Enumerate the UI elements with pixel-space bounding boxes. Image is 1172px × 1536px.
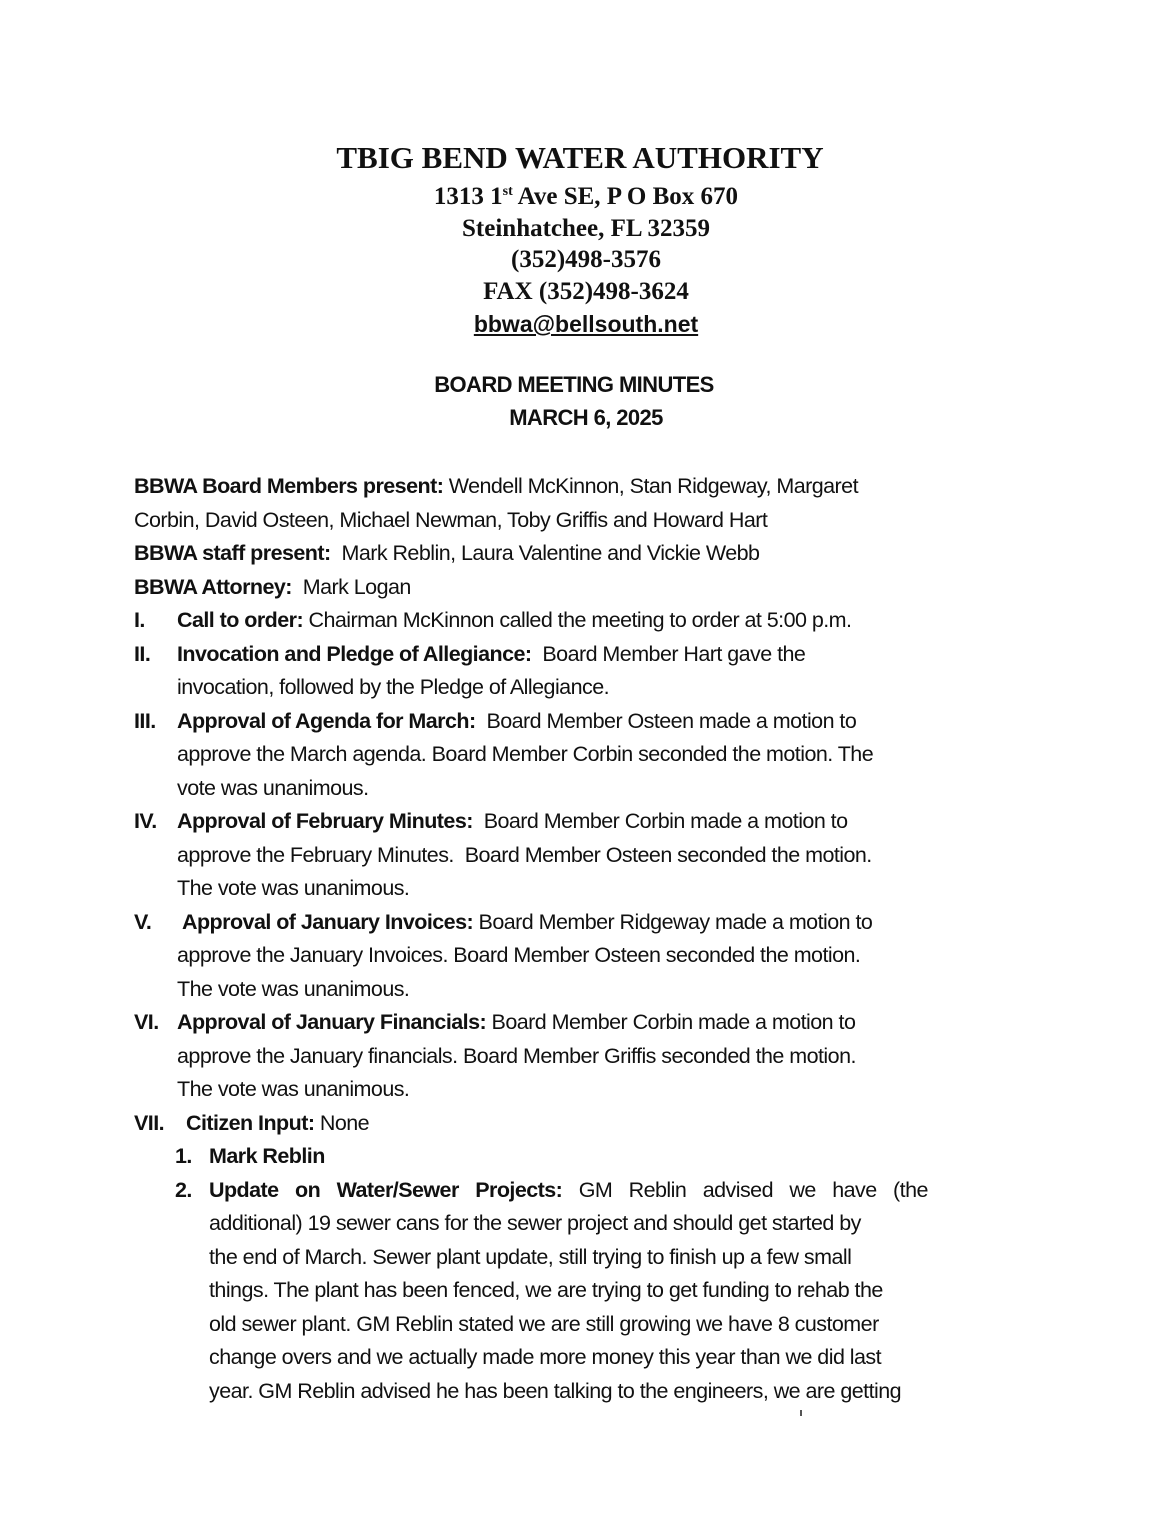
subitem-first-line <box>134 1174 1014 1208</box>
agenda-item-line <box>134 839 1014 873</box>
board-members-line: BBWA Board Members present: Wendell McKinnon, Stan Ridgeway, Margaret <box>134 474 858 498</box>
item-number: III. <box>134 708 156 733</box>
agenda-item-line <box>134 1073 1014 1107</box>
item-label: Invocation and Pledge of Allegiance: <box>177 641 532 666</box>
agenda-item-line <box>134 1040 1014 1074</box>
agenda-item <box>134 638 1014 705</box>
scan-mark <box>800 1410 802 1416</box>
item-label: Approval of February Minutes: <box>177 809 473 833</box>
subitem-line: change overs and we actually made more money this year than we did last <box>209 1345 882 1369</box>
agenda-subitems <box>134 1140 1014 1408</box>
item-text: The vote was unanimous. <box>177 876 410 900</box>
agenda-item-line <box>134 872 1014 906</box>
staff-line: BBWA staff present: Mark Reblin, Laura Valentine and Vickie Webb <box>134 541 760 565</box>
agenda-items <box>134 604 1014 1140</box>
item-number: VI. <box>134 1010 159 1034</box>
subitem-label: Mark Reblin <box>209 1144 325 1168</box>
subitem-first-line <box>134 1140 1014 1174</box>
organization-name: TBIG BEND WATER AUTHORITY <box>336 140 824 175</box>
agenda-item <box>134 906 1014 1007</box>
subitem-line: old sewer plant. GM Reblin stated we are still growing we have 8 customer <box>209 1311 879 1336</box>
agenda-item <box>134 1107 1014 1141</box>
email-link[interactable]: bbwa@bellsouth.net <box>473 311 699 337</box>
item-number: IV. <box>134 809 157 833</box>
item-text: Board Member Ridgeway made a motion to <box>473 909 873 934</box>
item-number: I. <box>134 608 145 632</box>
item-text: approve the February Minutes. Board Member Osteen seconded the motion. <box>177 842 872 867</box>
item-text: The vote was unanimous. <box>177 1077 410 1101</box>
agenda-item-first-line <box>134 705 1014 739</box>
item-text: Board Member Hart gave the <box>531 641 806 666</box>
agenda-item-first-line <box>134 906 1014 940</box>
item-label: Approval of January Financials: <box>177 1010 487 1034</box>
item-label: Citizen Input: <box>186 1110 315 1135</box>
agenda-item-first-line <box>134 604 1014 638</box>
meeting-date: MARCH 6, 2025 <box>509 405 663 430</box>
item-text: approve the January Invoices. Board Member Osteen seconded the motion. <box>177 943 861 967</box>
subitem-line: things. The plant has been fenced, we are trying to get funding to rehab the <box>209 1278 883 1302</box>
subitem-number: 1. <box>175 1144 192 1168</box>
item-number: V. <box>134 909 152 934</box>
agenda-subitem <box>134 1174 1014 1409</box>
item-text: invocation, followed by the Pledge of Allegiance. <box>177 675 610 699</box>
document-title: BOARD MEETING MINUTES <box>434 372 714 397</box>
item-text: None <box>314 1110 370 1135</box>
agenda-item <box>134 705 1014 806</box>
board-members-continued: Corbin, David Osteen, Michael Newman, Toby Griffis and Howard Hart <box>134 507 768 532</box>
item-text: Chairman McKinnon called the meeting to order at 5:00 p.m. <box>303 608 852 632</box>
phone-line: (352)498-3576 <box>511 246 661 273</box>
agenda-item-first-line <box>134 638 1014 672</box>
agenda-item <box>134 604 1014 638</box>
agenda-item-line <box>134 772 1014 806</box>
attorney-line: BBWA Attorney: Mark Logan <box>134 574 411 599</box>
city-line: Steinhatchee, FL 32359 <box>462 214 710 242</box>
item-text: approve the March agenda. Board Member Corbin seconded the motion. The <box>177 742 874 766</box>
agenda-item-first-line <box>134 805 1014 839</box>
agenda-item-line <box>134 939 1014 973</box>
subitem-label: Update on Water/Sewer Projects: <box>209 1177 563 1202</box>
agenda-item-first-line <box>134 1107 1014 1141</box>
item-text: approve the January financials. Board Member Griffis seconded the motion. <box>177 1043 856 1068</box>
item-label: Call to order: <box>177 608 304 632</box>
letterhead <box>0 140 1172 341</box>
subitem-number: 2. <box>175 1177 192 1202</box>
item-text: vote was unanimous. <box>177 775 369 800</box>
item-label: Approval of January Invoices: <box>182 909 474 934</box>
agenda-item-line <box>134 738 1014 772</box>
agenda-item-line <box>134 973 1014 1007</box>
item-label: Approval of Agenda for March: <box>177 708 476 733</box>
subitem-text: GM Reblin advised we have (the <box>562 1177 928 1202</box>
subitem-line: additional) 19 sewer cans for the sewer project and should get started by <box>209 1211 861 1235</box>
address-line: 1313 1st Ave SE, P O Box 670 <box>433 183 739 210</box>
agenda-item-line <box>134 671 1014 705</box>
fax-line: FAX (352)498-3624 <box>483 277 689 305</box>
item-text: Board Member Corbin made a motion to <box>486 1010 856 1034</box>
agenda-subitem <box>134 1140 1014 1174</box>
agenda-item <box>134 1006 1014 1107</box>
item-number: II. <box>134 641 151 666</box>
agenda-item <box>134 805 1014 906</box>
subitem-line: year. GM Reblin advised he has been talking to the engineers, we are getting <box>209 1378 902 1403</box>
item-text: Board Member Corbin made a motion to <box>472 809 848 833</box>
subitem-line: the end of March. Sewer plant update, still trying to finish up a few small <box>209 1244 852 1269</box>
item-text: The vote was unanimous. <box>177 976 410 1001</box>
minutes-body <box>134 470 1014 1408</box>
item-number: VII. <box>134 1110 165 1135</box>
item-text: Board Member Osteen made a motion to <box>475 708 857 733</box>
agenda-item-first-line <box>134 1006 1014 1040</box>
